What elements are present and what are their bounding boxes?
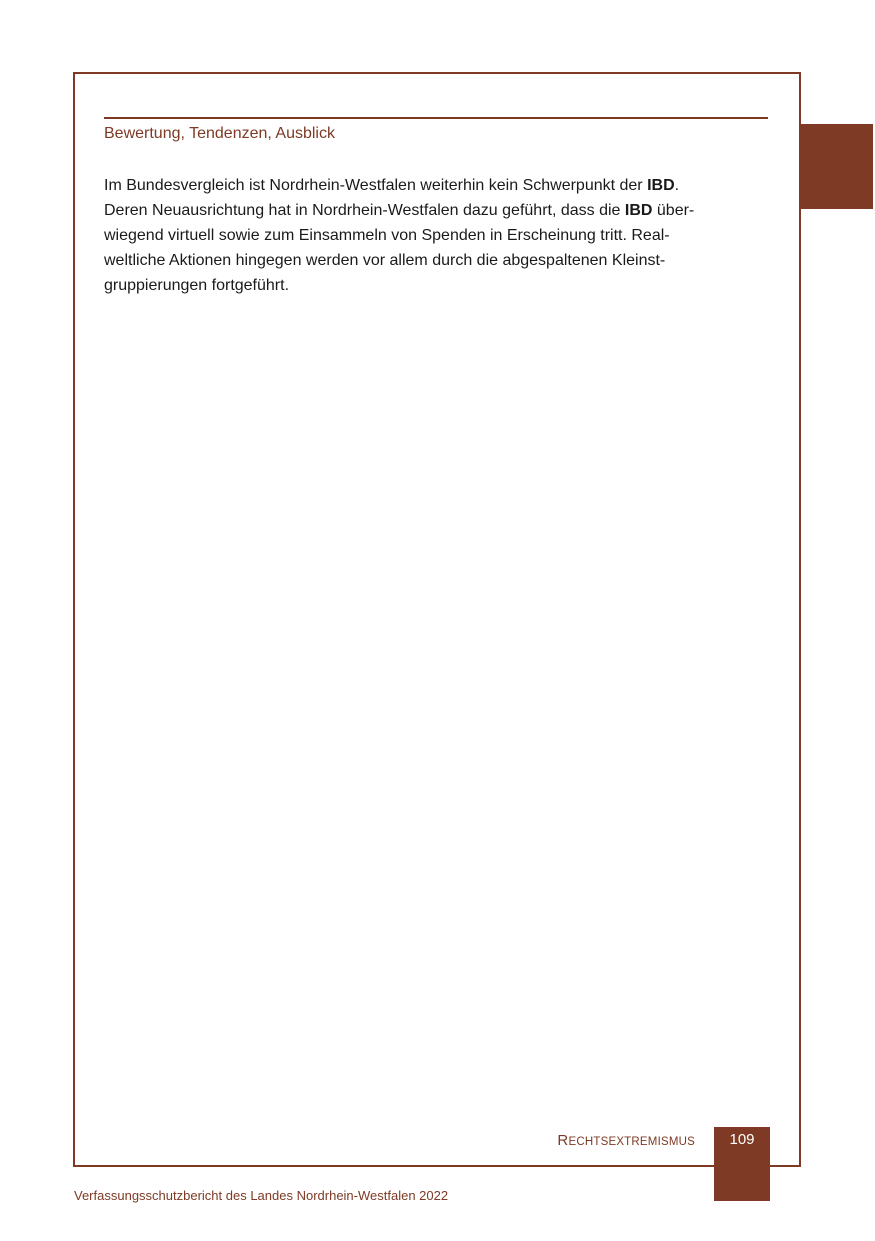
paragraph-line: wiegend virtuell sowie zum Einsammeln von Spenden in Erscheinung tritt. Real-	[104, 227, 670, 244]
chapter-label-initial: R	[557, 1132, 569, 1149]
text-run: .	[674, 177, 680, 194]
paragraph-line	[104, 198, 764, 223]
abbreviation-ibd: IBD	[647, 177, 675, 194]
paragraph-line	[104, 173, 764, 198]
text-run: Deren Neuausrichtung hat in Nordrhein-Westfalen dazu geführt, dass die	[104, 202, 625, 219]
publication-footer: Verfassungsschutzbericht des Landes Nordrhein-Westfalen 2022	[74, 1188, 449, 1203]
paragraph-line: gruppierungen fortgeführt.	[104, 277, 290, 294]
section-divider	[104, 117, 768, 119]
section-heading: Bewertung, Tendenzen, Ausblick	[104, 125, 335, 142]
chapter-label-rest: ECHTSEXTREMISMUS	[568, 1136, 695, 1148]
text-run: über-	[652, 202, 695, 219]
text-run: Im Bundesvergleich ist Nordrhein-Westfalen weiterhin kein Schwerpunkt der	[104, 177, 648, 194]
page-number-box	[714, 1127, 770, 1201]
paragraph-line: weltliche Aktionen hingegen werden vor allem durch die abgespaltenen Kleinst-	[104, 252, 666, 269]
chapter-label	[557, 1131, 695, 1151]
chapter-side-tab	[799, 124, 873, 209]
page-number: 109	[729, 1131, 755, 1148]
abbreviation-ibd: IBD	[624, 202, 653, 219]
body-paragraph	[104, 173, 764, 298]
